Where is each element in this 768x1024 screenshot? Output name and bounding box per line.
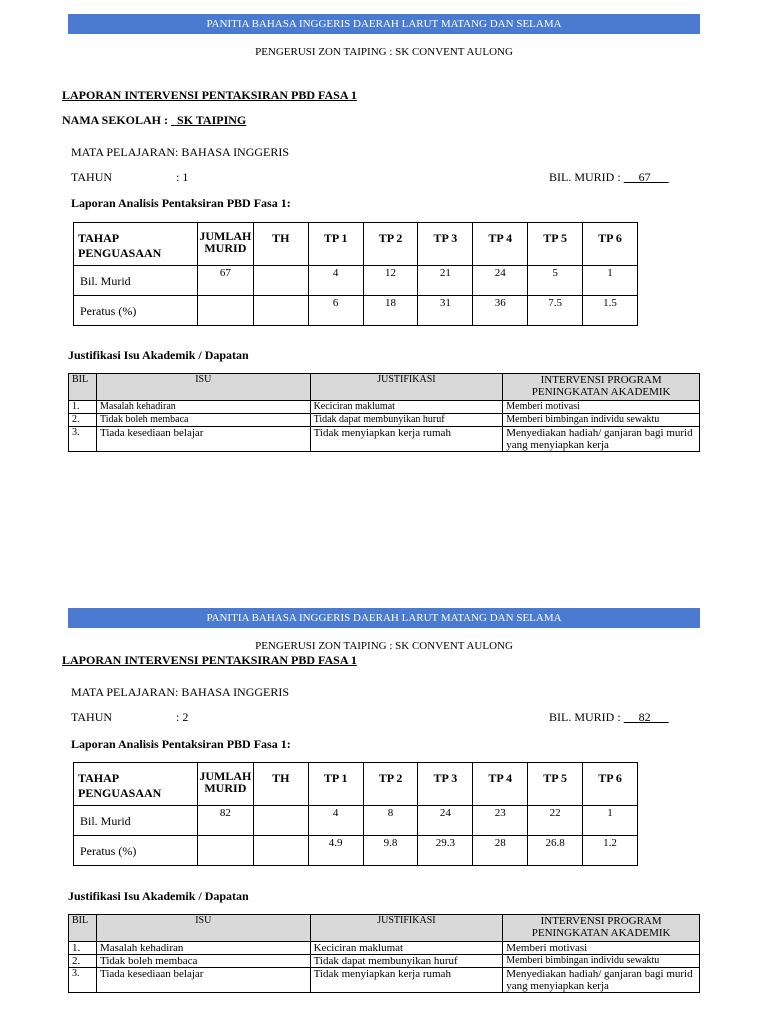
header-tahap-penguasaan: TAHAP PENGUASAAN — [74, 223, 198, 266]
cell-jumlah — [197, 836, 253, 866]
header-tp1: TP 1 — [308, 223, 363, 266]
cell-tp2: 9.8 — [363, 836, 418, 866]
cell-intervensi: Menyediakan hadiah/ ganjaran bagi murid yang menyiapkan kerja — [503, 968, 700, 993]
cell-bil: 2. — [69, 414, 97, 427]
panel-banner: PANITIA BAHASA INGGERIS DAERAH LARUT MATANG DAN SELAMA — [68, 608, 700, 628]
cell-tp1: 4 — [308, 266, 363, 296]
header-jumlah-murid: JUMLAH MURID — [197, 223, 253, 266]
analysis-table — [73, 222, 638, 326]
cell-intervensi: Memberi motivasi — [503, 401, 700, 414]
cell-tp6: 1 — [583, 806, 638, 836]
cell-bil: 1. — [69, 401, 97, 414]
table-row — [69, 942, 700, 955]
cell-isu: Tiada kesediaan belajar — [96, 968, 310, 993]
header-tp3: TP 3 — [418, 763, 473, 806]
header-tp3: TP 3 — [418, 223, 473, 266]
row-label-peratus: Peratus (%) — [74, 836, 198, 866]
cell-justifikasi: Tidak dapat membunyikan huruf — [310, 414, 503, 427]
cell-tp4: 23 — [473, 806, 528, 836]
tahun-label: TAHUN — [71, 170, 113, 184]
tahun-value: : 1 — [176, 170, 189, 184]
cell-isu: Tiada kesediaan belajar — [96, 427, 310, 452]
header-bil: BIL — [69, 915, 97, 942]
cell-justifikasi: Tidak menyiapkan kerja rumah — [310, 968, 503, 993]
justification-title: Justifikasi Isu Akademik / Dapatan — [68, 889, 249, 903]
zone-chair-subtitle: PENGERUSI ZON TAIPING : SK CONVENT AULONG — [255, 640, 513, 652]
subject-label: MATA PELAJARAN: BAHASA INGGERIS — [71, 145, 290, 159]
cell-bil: 1. — [69, 942, 97, 955]
cell-th — [253, 806, 308, 836]
cell-tp6: 1 — [583, 266, 638, 296]
cell-justifikasi: Tidak menyiapkan kerja rumah — [310, 427, 503, 452]
cell-tp6: 1.5 — [583, 296, 638, 326]
cell-justifikasi: Tidak dapat membunyikan huruf — [310, 955, 503, 968]
cell-isu: Masalah kehadiran — [96, 942, 310, 955]
cell-isu: Tidak boleh membaca — [96, 955, 310, 968]
cell-intervensi: Menyediakan hadiah/ ganjaran bagi murid yang menyiapkan kerja — [503, 427, 700, 452]
header-intervensi: INTERVENSI PROGRAM PENINGKATAN AKADEMIK — [503, 915, 700, 942]
cell-jumlah — [197, 296, 253, 326]
table-row — [69, 968, 700, 993]
justification-table — [68, 914, 700, 993]
cell-isu: Tidak boleh membaca — [96, 414, 310, 427]
bil-murid-line — [549, 710, 669, 725]
cell-tp1: 4 — [308, 806, 363, 836]
bil-murid-line — [549, 170, 669, 185]
bil-murid-label: BIL. MURID : — [549, 710, 624, 724]
table-row — [74, 806, 638, 836]
analysis-title: Laporan Analisis Pentaksiran PBD Fasa 1: — [71, 737, 291, 751]
bil-murid-label: BIL. MURID : — [549, 170, 624, 184]
header-jumlah-murid: JUMLAH MURID — [197, 763, 253, 806]
cell-bil: 3. — [69, 968, 97, 993]
tahun-value: : 2 — [176, 710, 189, 724]
cell-jumlah: 82 — [197, 806, 253, 836]
header-bil: BIL — [69, 374, 97, 401]
header-tp5: TP 5 — [528, 223, 583, 266]
header-tp6: TP 6 — [583, 223, 638, 266]
report-title: LAPORAN INTERVENSI PENTAKSIRAN PBD FASA 1 — [62, 653, 357, 667]
cell-th — [253, 296, 308, 326]
cell-justifikasi: Keciciran maklumat — [310, 401, 503, 414]
header-isu: ISU — [96, 374, 310, 401]
cell-justifikasi: Keciciran maklumat — [310, 942, 503, 955]
header-tp4: TP 4 — [473, 223, 528, 266]
subject-label: MATA PELAJARAN: BAHASA INGGERIS — [71, 685, 290, 699]
header-tp6: TP 6 — [583, 763, 638, 806]
cell-tp1: 6 — [308, 296, 363, 326]
school-name-label: NAMA SEKOLAH : — [62, 113, 172, 127]
header-th: TH — [253, 223, 308, 266]
analysis-title: Laporan Analisis Pentaksiran PBD Fasa 1: — [71, 196, 291, 210]
table-row — [69, 427, 700, 452]
row-label-bil-murid: Bil. Murid — [74, 266, 198, 296]
report-title: LAPORAN INTERVENSI PENTAKSIRAN PBD FASA 1 — [62, 88, 357, 102]
cell-th — [253, 266, 308, 296]
school-name-line — [62, 113, 246, 128]
header-tahap-penguasaan: TAHAP PENGUASAAN — [74, 763, 198, 806]
bil-murid-value: 67 — [638, 170, 651, 184]
justification-title: Justifikasi Isu Akademik / Dapatan — [68, 348, 249, 362]
cell-tp6: 1.2 — [583, 836, 638, 866]
table-row — [69, 955, 700, 968]
cell-tp4: 36 — [473, 296, 528, 326]
table-row — [74, 266, 638, 296]
row-label-bil-murid: Bil. Murid — [74, 806, 198, 836]
cell-tp3: 29.3 — [418, 836, 473, 866]
cell-intervensi: Memberi motivasi — [503, 942, 700, 955]
panel-banner: PANITIA BAHASA INGGERIS DAERAH LARUT MATANG DAN SELAMA — [68, 14, 700, 34]
table-row — [74, 836, 638, 866]
justification-table — [68, 373, 700, 452]
cell-tp2: 12 — [363, 266, 418, 296]
school-name-value: SK TAIPING — [177, 113, 247, 127]
cell-bil: 2. — [69, 955, 97, 968]
header-tp4: TP 4 — [473, 763, 528, 806]
cell-bil: 3. — [69, 427, 97, 452]
cell-th — [253, 836, 308, 866]
cell-tp2: 18 — [363, 296, 418, 326]
header-tp5: TP 5 — [528, 763, 583, 806]
cell-tp4: 24 — [473, 266, 528, 296]
header-tp2: TP 2 — [363, 223, 418, 266]
analysis-table — [73, 762, 638, 866]
table-row — [69, 414, 700, 427]
header-isu: ISU — [96, 915, 310, 942]
header-justifikasi: JUSTIFIKASI — [310, 374, 503, 401]
cell-tp5: 22 — [528, 806, 583, 836]
cell-tp5: 7.5 — [528, 296, 583, 326]
cell-tp4: 28 — [473, 836, 528, 866]
cell-tp3: 21 — [418, 266, 473, 296]
cell-tp3: 31 — [418, 296, 473, 326]
bil-murid-value: 82 — [638, 710, 651, 724]
header-th: TH — [253, 763, 308, 806]
cell-tp1: 4.9 — [308, 836, 363, 866]
header-intervensi: INTERVENSI PROGRAM PENINGKATAN AKADEMIK — [503, 374, 700, 401]
header-tp2: TP 2 — [363, 763, 418, 806]
table-row — [74, 296, 638, 326]
cell-tp5: 5 — [528, 266, 583, 296]
header-justifikasi: JUSTIFIKASI — [310, 915, 503, 942]
table-row — [69, 401, 700, 414]
header-tp1: TP 1 — [308, 763, 363, 806]
cell-tp2: 8 — [363, 806, 418, 836]
cell-intervensi: Memberi bimbingan individu sewaktu — [503, 414, 700, 427]
tahun-label: TAHUN — [71, 710, 113, 724]
zone-chair-subtitle: PENGERUSI ZON TAIPING : SK CONVENT AULONG — [255, 46, 513, 58]
cell-intervensi: Memberi bimbingan individu sewaktu — [503, 955, 700, 968]
cell-jumlah: 67 — [197, 266, 253, 296]
cell-tp5: 26.8 — [528, 836, 583, 866]
cell-isu: Masalah kehadiran — [96, 401, 310, 414]
row-label-peratus: Peratus (%) — [74, 296, 198, 326]
cell-tp3: 24 — [418, 806, 473, 836]
